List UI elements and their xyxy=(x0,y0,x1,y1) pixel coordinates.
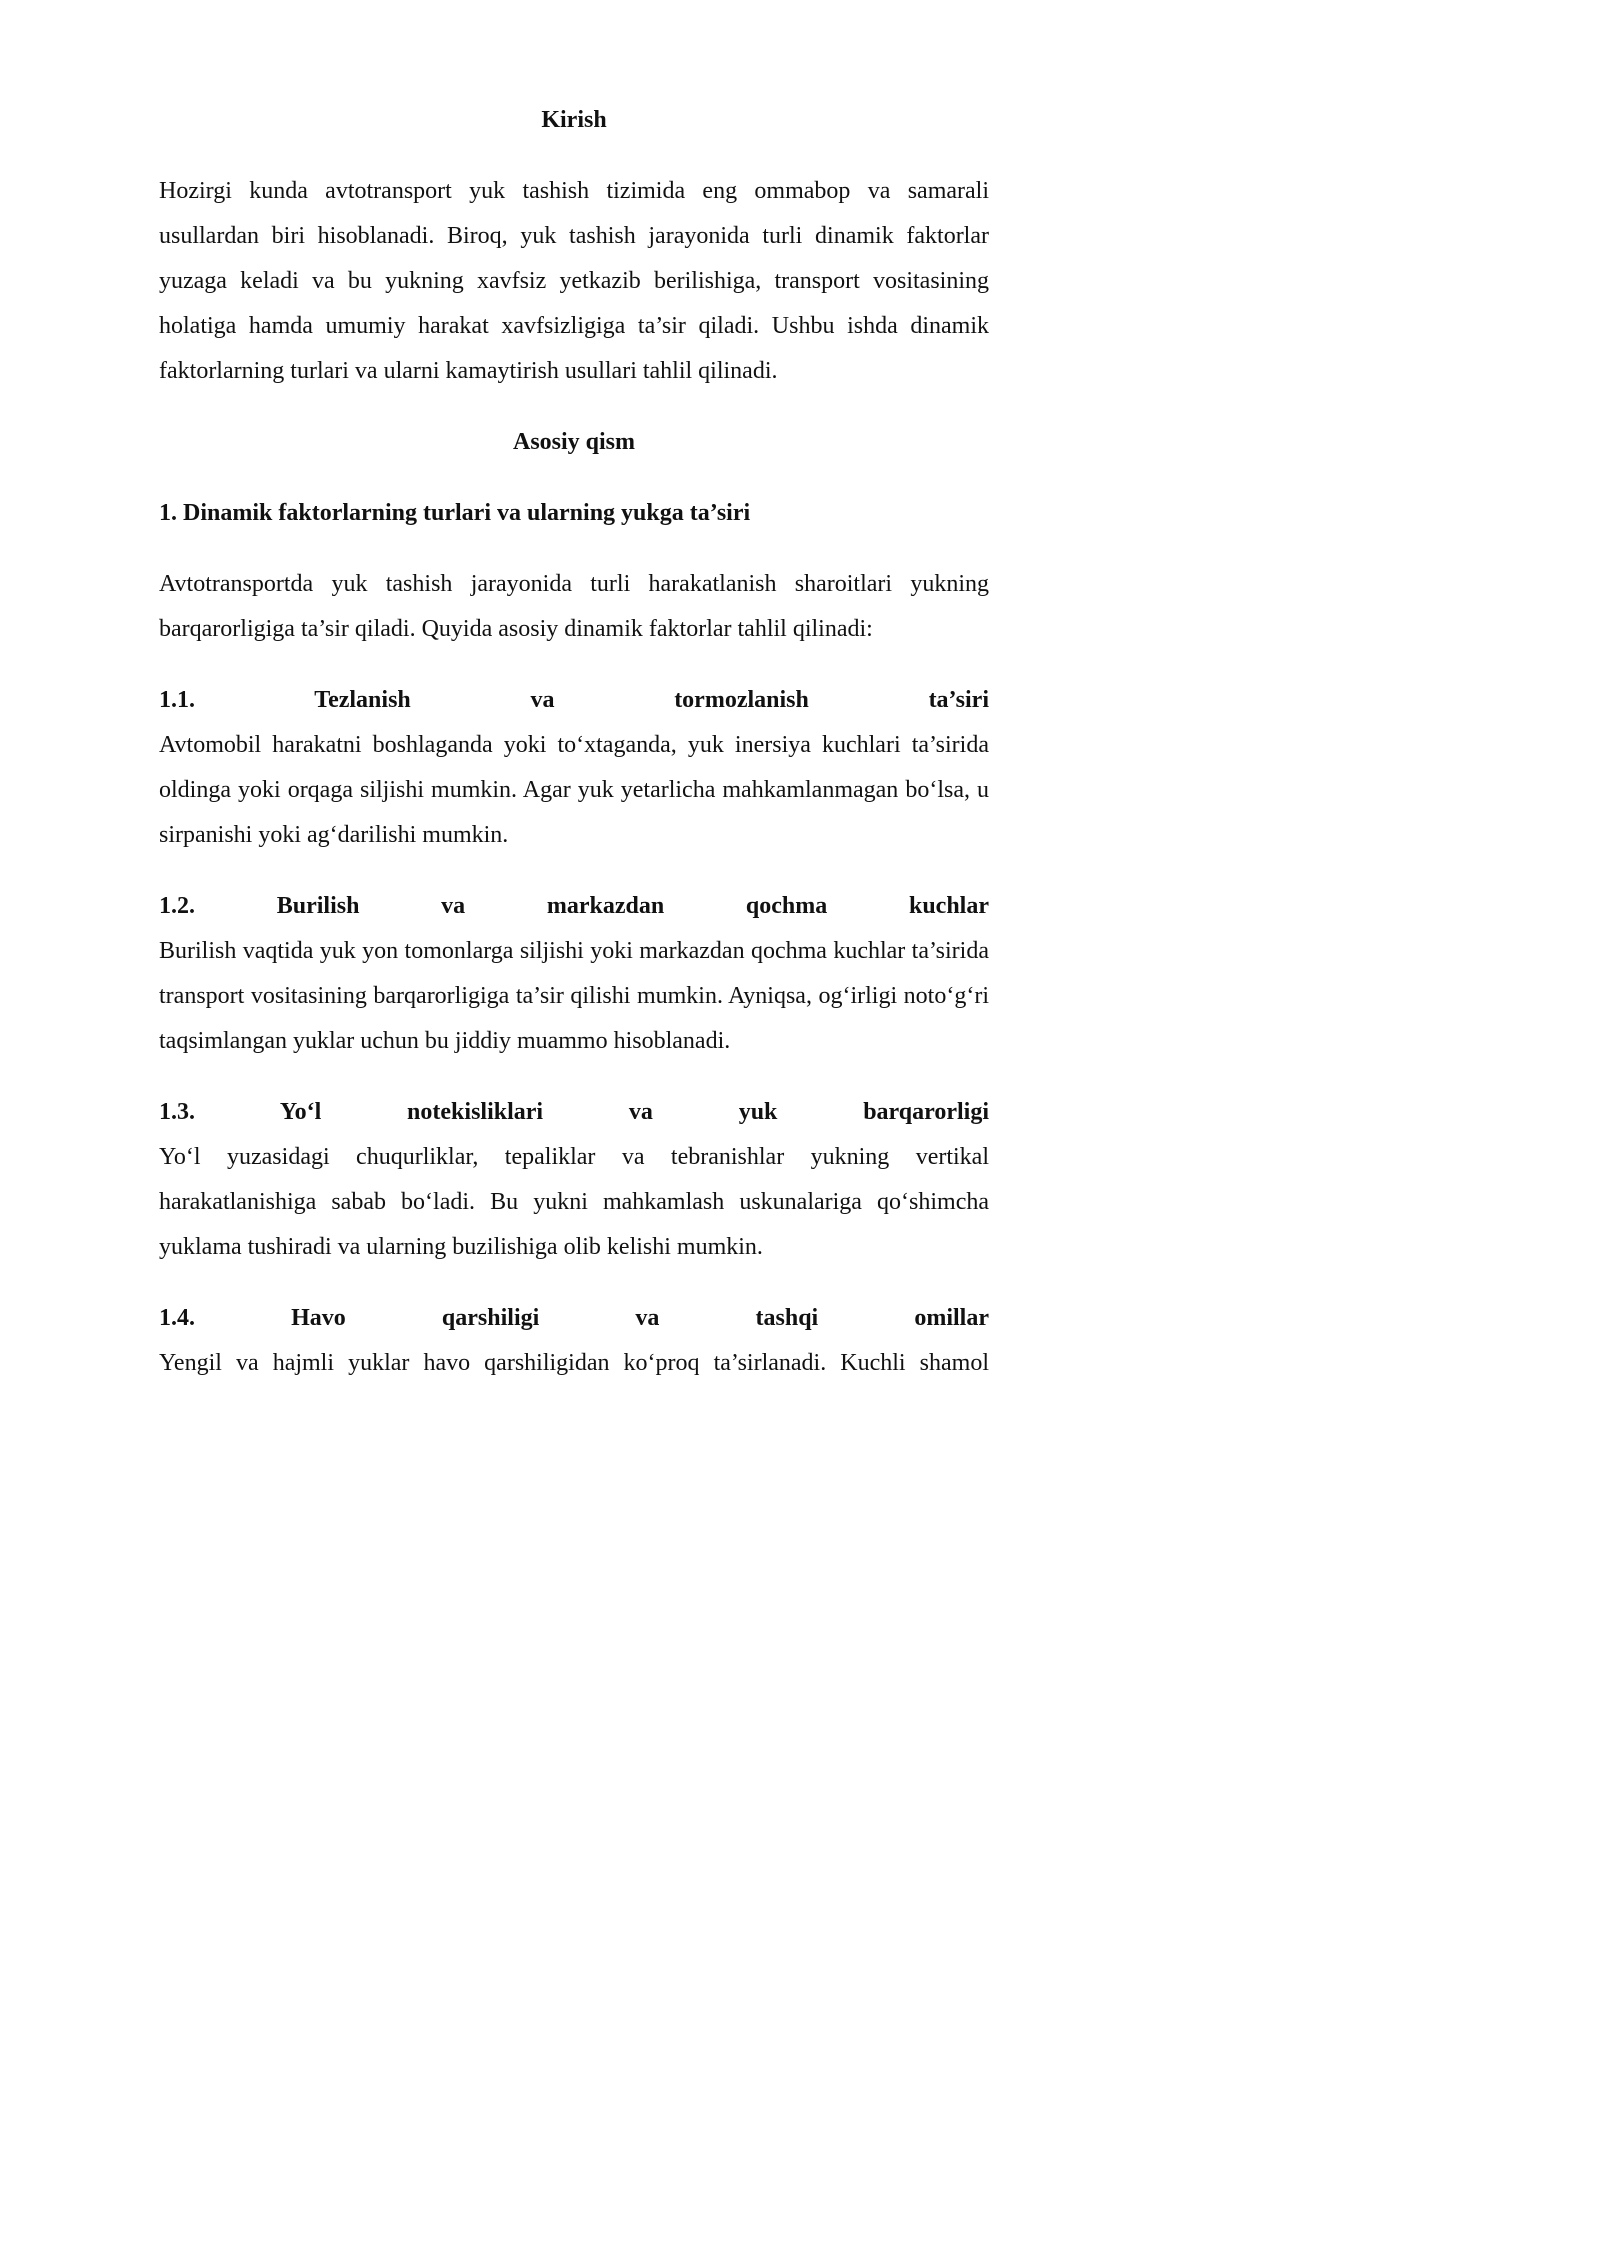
main-part-title: Asosiy qism xyxy=(512,429,636,455)
subsection-body: Yo‘l yuzasidagi chuqurliklar, tepaliklar va tebranishlar yukning vertikal harakatlanishiga sabab bo‘ladi. Bu yukni mahkamlash uskunalariga qo‘shimcha yuklama tushiradi va ularning buzilishiga olib kelishi mumkin. xyxy=(159,1144,989,1260)
subsection-heading: 1.2. Burilish va markazdan qochma kuchlar xyxy=(159,893,989,919)
subsection-1-3 xyxy=(159,1090,989,1270)
section-1-heading: 1. Dinamik faktorlarning turlari va ularning yukga ta’siri xyxy=(159,500,751,526)
intro-title: Kirish xyxy=(541,107,607,133)
subsection-body: Yengil va hajmli yuklar havo qarshiligidan ko‘proq ta’sirlanadi. Kuchli shamol xyxy=(159,1350,989,1376)
section-1-paragraph: Avtotransportda yuk tashish jarayonida turli harakatlanish sharoitlari yukning barqarorligiga ta’sir qiladi. Quyida asosiy dinamik faktorlar tahlil qilinadi: xyxy=(159,571,989,642)
subsection-heading: 1.1. Tezlanish va tormozlanish ta’siri xyxy=(159,687,989,713)
subsection-body: Burilish vaqtida yuk yon tomonlarga siljishi yoki markazdan qochma kuchlar ta’sirida transport vositasining barqarorligiga ta’sir qilishi mumkin. Ayniqsa, og‘irligi noto‘g‘ri taqsimlangan yuklar uchun bu jiddiy muammo hisoblanadi. xyxy=(159,938,989,1054)
intro-paragraph: Hozirgi kunda avtotransport yuk tashish tizimida eng ommabop va samarali usullardan biri hisoblanadi. Biroq, yuk tashish jarayonida turli dinamik faktorlar yuzaga keladi va bu yukning xavfsiz yetkazib berilishiga, transport vositasining holatiga hamda umumiy harakat xavfsizligiga ta’sir qiladi. Ushbu ishda dinamik faktorlarning turlari va ularni kamaytirish usullari tahlil qilinadi. xyxy=(159,178,989,384)
subsection-1-1 xyxy=(159,678,989,858)
subsection-heading: 1.4. Havo qarshiligi va tashqi omillar xyxy=(159,1305,989,1331)
subsection-1-4 xyxy=(159,1296,989,1386)
document-content xyxy=(159,98,989,1412)
subsection-body: Avtomobil harakatni boshlaganda yoki to‘xtaganda, yuk inersiya kuchlari ta’sirida oldinga yoki orqaga siljishi mumkin. Agar yuk yetarlicha mahkamlanmagan bo‘lsa, u sirpanishi yoki ag‘darilishi mumkin. xyxy=(159,732,989,848)
subsection-1-2 xyxy=(159,884,989,1064)
document-page xyxy=(0,0,1100,1555)
subsection-heading: 1.3. Yo‘l notekisliklari va yuk barqarorligi xyxy=(159,1099,989,1125)
